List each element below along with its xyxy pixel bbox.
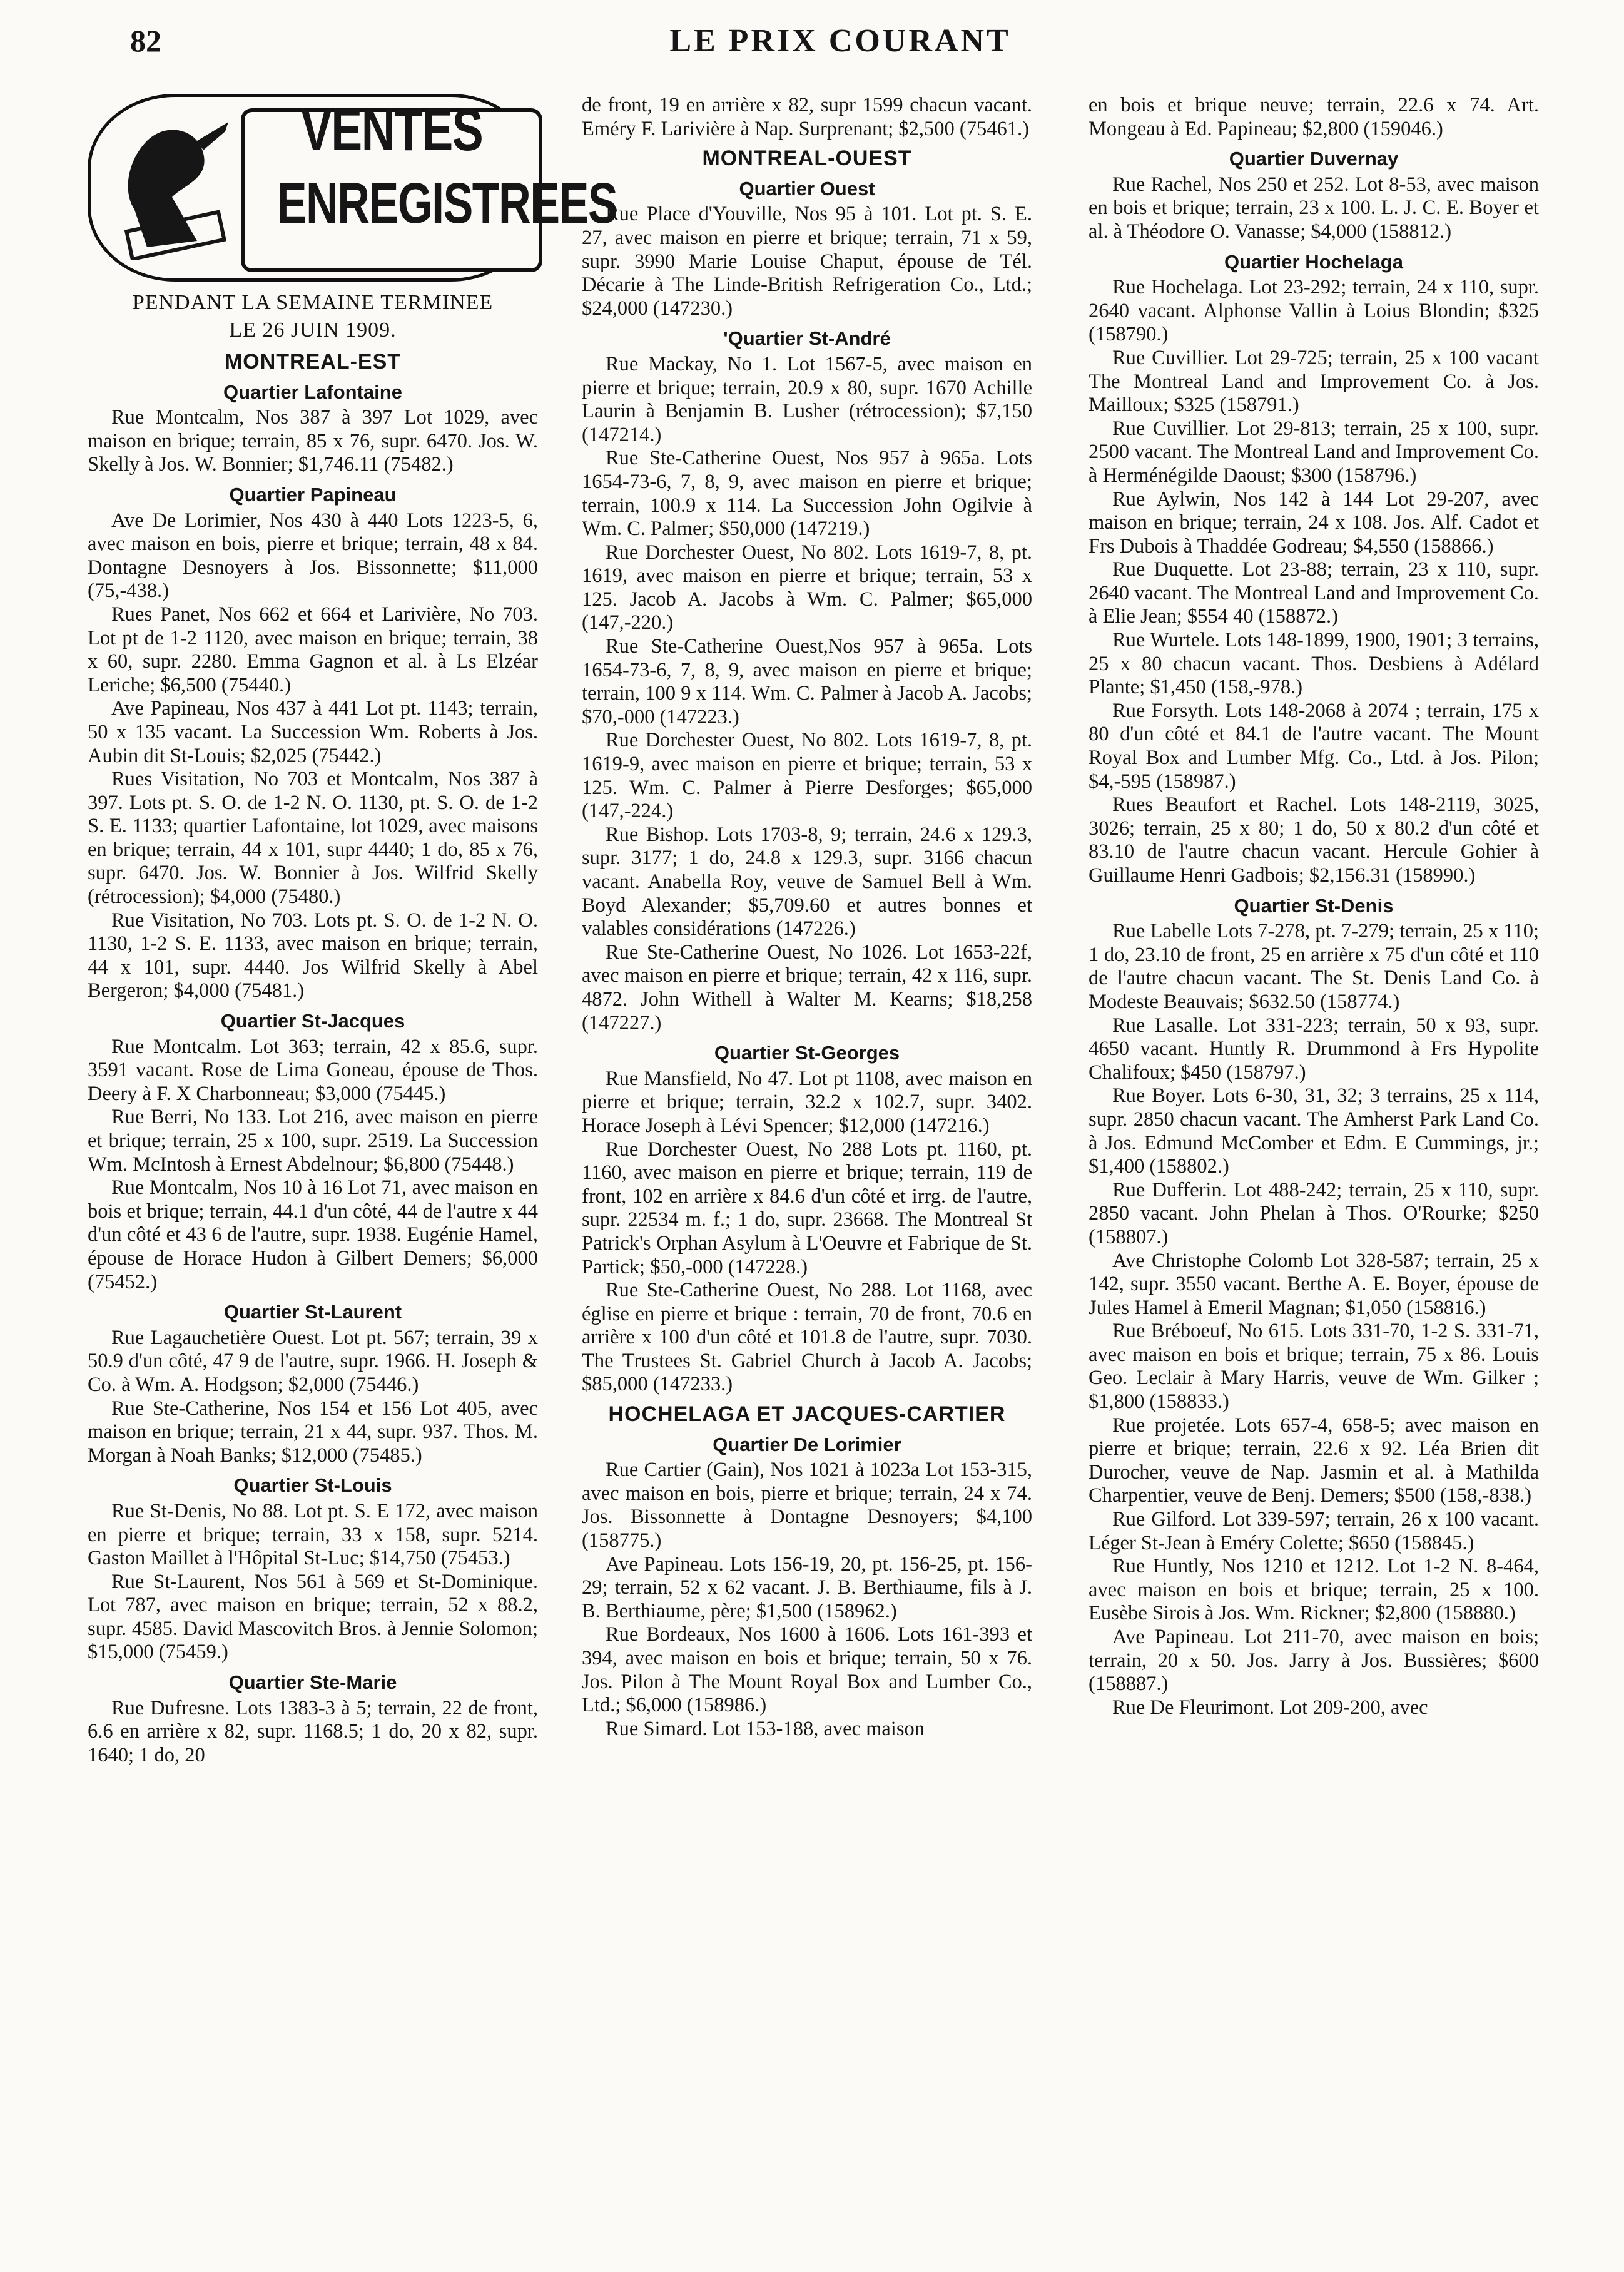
sale-entry: Rue Ste-Catherine Ouest, No 288. Lot 1168, avec église en pierre et brique : terrain, 70 de front, 70.6 en arrière x 100 d'un côté et 101.8 de l'autre, supr. 7030. The Trustees St. Gabriel Church à Jacob A. Jacobs; $85,000 (147233.) xyxy=(582,1279,1032,1396)
quarter-heading: Quartier Papineau xyxy=(229,483,397,506)
sale-entry: Rue Ste-Catherine Ouest, Nos 957 à 965a. Lots 1654-73-6, 7, 8, 9, avec maison en pierre et brique; terrain, 100.9 x 114. La Succession John Ogilvie à Wm. C. Palmer; $50,000 (147219.) xyxy=(582,447,1032,541)
sale-entry: Rue Cuvillier. Lot 29-725; terrain, 25 x 100 vacant The Montreal Land and Improvement Co. à Jos. Mailloux; $325 (158791.) xyxy=(1089,346,1539,417)
sale-entry: Rues Beaufort et Rachel. Lots 148-2119, 3025, 3026; terrain, 25 x 80; 1 do, 50 x 80.2 d'un côté et 83.10 de l'autre chacun vacant. Hercule Gohier à Guillaume Henri Gadbois; $2,156.31 (158990.) xyxy=(1089,793,1539,887)
sale-entry: Rue Place d'Youville, Nos 95 à 101. Lot pt. S. E. 27, avec maison en pierre et brique; terrain, 71 x 59, supr. 3990 Marie Louise Chaput, épouse de Tél. Décarie à The Linde-British Refrigeration Co., Ltd.; $24,000 (147230.) xyxy=(582,203,1032,320)
quarter-heading: Quartier Ste-Marie xyxy=(228,1671,397,1694)
week-caption xyxy=(88,289,538,344)
quarter-heading: Quartier Ouest xyxy=(739,177,875,200)
sale-entry: Rue Montcalm, Nos 10 à 16 Lot 71, avec maison en bois et brique; terrain, 44.1 d'un côté, 44 de l'autre x 44 d'un côté et 43 6 de l'autre, supr. 1938. Eugénie Hamel, épouse de Horace Hudon à Gilbert Demers; $6,000 (75452.) xyxy=(88,1176,538,1293)
quarter-heading: Quartier St-Denis xyxy=(1234,894,1394,917)
sale-entry: Rue Berri, No 133. Lot 216, avec maison en pierre et brique; terrain, 25 x 100, supr. 2519. La Succession Wm. McIntosh à Ernest Abdelnour; $6,800 (75448.) xyxy=(88,1106,538,1176)
sale-entry: Rue Bréboeuf, No 615. Lots 331-70, 1-2 S. 331-71, avec maison en bois et brique; terrain, 75 x 86. Louis Geo. Leclair à Mary Harris, veuve de Wm. Gilker ; $1,800 (158833.) xyxy=(1089,1320,1539,1414)
column-3 xyxy=(1089,94,1539,1719)
quarter-heading: Quartier Hochelaga xyxy=(1224,250,1403,273)
sale-entry: Rue Dorchester Ouest, No 802. Lots 1619-7, 8, pt. 1619-9, avec maison en pierre et brique; terrain, 53 x 125. Wm. C. Palmer à Pierre Desforges; $65,000 (147,-224.) xyxy=(582,729,1032,823)
writing-figure-icon xyxy=(109,116,235,260)
sale-entry-continued: en bois et brique neuve; terrain, 22.6 x 74. Art. Mongeau à Ed. Papineau; $2,800 (159046.) xyxy=(1089,94,1539,140)
sale-entry: Rue Aylwin, Nos 142 à 144 Lot 29-207, avec maison en brique; terrain, 24 x 108. Jos. Alf. Cadot et Frs Dubois à Thaddée Godreau; $4,550 (158866.) xyxy=(1089,487,1539,558)
logo-line-2: ENREGISTREES xyxy=(277,171,617,235)
logo-plaque xyxy=(241,96,617,272)
column-2 xyxy=(582,94,1032,1741)
sale-entry: Rue De Fleurimont. Lot 209-200, avec xyxy=(1112,1696,1428,1719)
sale-entry: Rue Montcalm, Nos 387 à 397 Lot 1029, avec maison en brique; terrain, 85 x 76, supr. 6470. Jos. W. Skelly à Jos. W. Bonnier; $1,746.11 (75482.) xyxy=(88,406,538,476)
sale-entry: Rue projetée. Lots 657-4, 658-5; avec maison en pierre et brique; terrain, 22.6 x 92. Léa Brien dit Durocher, veuve de Nap. Jasmin et al. à Mathilda Charpentier, veuve de Benj. Demers; $500 (158,-838.) xyxy=(1089,1414,1539,1507)
column-1 xyxy=(88,94,617,1767)
sale-entry: Rue Lagauchetière Ouest. Lot pt. 567; terrain, 39 x 50.9 d'un côté, 47 9 de l'autre, supr. 1966. H. Joseph & Co. à Wm. A. Hodgson; $2,000 (75446.) xyxy=(88,1326,538,1396)
sale-entry: Ave Papineau. Lots 156-19, 20, pt. 156-25, pt. 156-29; terrain, 52 x 62 vacant. J. B. Berthiaume, fils à J. B. Berthiaume, père; $1,500 (158962.) xyxy=(582,1552,1032,1622)
sale-entry: Rue Hochelaga. Lot 23-292; terrain, 24 x 110, supr. 2640 vacant. Alphonse Vallin à Loius Blondin; $325 (158790.) xyxy=(1089,276,1539,346)
sale-entry: Rue St-Laurent, Nos 561 à 569 et St-Dominique. Lot 787, avec maison en brique; terrain, 52 x 88.2, supr. 4585. David Mascovitch Bros. à Jennie Solomon; $15,000 (75459.) xyxy=(88,1570,538,1664)
sale-entry: Rue Boyer. Lots 6-30, 31, 32; 3 terrains, 25 x 114, supr. 2850 chacun vacant. The Amherst Park Land Co. à Jos. Edmund McComber et Edm. E Cummings, jr.; $1,400 (158802.) xyxy=(1089,1084,1539,1178)
quarter-heading: Quartier St-Laurent xyxy=(223,1301,402,1323)
sale-entry: Rue Cartier (Gain), Nos 1021 à 1023a Lot 153-315, avec maison en bois, pierre et brique; terrain, 24 x 74. Jos. Bissonnette à Dontagne Desnoyers; $4,100 (158775.) xyxy=(582,1459,1032,1552)
sale-entry: Rue Dufferin. Lot 488-242; terrain, 25 x 110, supr. 2850 vacant. John Phelan à Thos. O'Rourke; $250 (158807.) xyxy=(1089,1178,1539,1248)
sale-entry: Ave Christophe Colomb Lot 328-587; terrain, 25 x 142, supr. 3550 vacant. Berthe A. E. Boyer, épouse de Jules Hamel à Emeril Magnan; $1,050 (158816.) xyxy=(1089,1249,1539,1319)
page-number: 82 xyxy=(130,23,161,58)
quarter-heading: Quartier De Lorimier xyxy=(713,1433,901,1455)
sale-entry: Rue Bordeaux, Nos 1600 à 1606. Lots 161-393 et 394, avec maison en bois et brique; terrain, 50 x 76. Jos. Pilon à The Mount Royal Box and Lumber Co., Ltd.; $6,000 (158986.) xyxy=(582,1623,1032,1717)
sale-entry: Rue Cuvillier. Lot 29-813; terrain, 25 x 100, supr. 2500 vacant. The Montreal Land and Improvement Co. à Herménégilde Daoust; $300 (158796.) xyxy=(1089,417,1539,487)
quarter-heading: Quartier Duvernay xyxy=(1229,148,1399,170)
quarter-heading: 'Quartier St-André xyxy=(723,327,891,350)
sale-entry: Rue Dufresne. Lots 1383-3 à 5; terrain, 22 de front, 6.6 en arrière x 82, supr. 1168.5; 1 do, 20 x 82, supr. 1640; 1 do, 20 xyxy=(88,1696,538,1766)
sale-entry: Rue Ste-Catherine, Nos 154 et 156 Lot 405, avec maison en brique; terrain, 21 x 44, supr. 937. Thos. M. Morgan à Noah Banks; $12,000 (75485.) xyxy=(88,1397,538,1467)
running-header xyxy=(119,19,1561,63)
sale-entry: Rue Mansfield, No 47. Lot pt 1108, avec maison en pierre et brique; terrain, 32.2 x 102.7, supr. 3402. Horace Joseph à Lévi Spencer; $12,000 (147216.) xyxy=(582,1067,1032,1137)
quarter-heading: Quartier St-Louis xyxy=(233,1474,392,1497)
sale-entry: Rue Rachel, Nos 250 et 252. Lot 8-53, avec maison en bois et brique; terrain, 23 x 100. L. J. C. E. Boyer et al. à Théodore O. Vanasse; $4,000 (158812.) xyxy=(1089,173,1539,243)
sale-entry: Rue Mackay, No 1. Lot 1567-5, avec maison en pierre et brique; terrain, 20.9 x 80, supr. 1670 Achille Laurin à Benjamin B. Lusher (rétrocession); $7,150 (147214.) xyxy=(582,352,1032,446)
sale-entry: Rue Ste-Catherine Ouest, No 1026. Lot 1653-22f, avec maison en pierre et brique; terrain, 42 x 116, supr. 4872. John Withell à Walter M. Kearns; $18,258 (147227.) xyxy=(582,940,1032,1034)
logo-oval xyxy=(88,94,617,282)
quarter-heading: Quartier St-Jacques xyxy=(220,1010,405,1032)
logo-line-1: VENTES xyxy=(300,96,483,163)
sale-entry: Ave Papineau. Lot 211-70, avec maison en bois; terrain, 20 x 50. Jos. Jarry à Jos. Bussières; $600 (158887.) xyxy=(1089,1626,1539,1696)
quarter-heading: Quartier St-Georges xyxy=(714,1042,900,1064)
sale-entry: Rue Dorchester Ouest, No 802. Lots 1619-7, 8, pt. 1619, avec maison en pierre et brique; terrain, 53 x 125. Jacob A. Jacobs à Wm. C. Palmer; $65,000 (147,-220.) xyxy=(582,541,1032,634)
sale-entry: Rue Huntly, Nos 1210 et 1212. Lot 1-2 N. 8-464, avec maison en bois et brique; terrain, 25 x 100. Eusèbe Sirois à Jos. Wm. Rickner; $2,800 (158880.) xyxy=(1089,1555,1539,1625)
sale-entry: Rue Ste-Catherine Ouest,Nos 957 à 965a. Lots 1654-73-6, 7, 8, 9, avec maison en pierre et brique; terrain, 100 9 x 114. Wm. C. Palmer à Jacob A. Jacobs; $70,-000 (147223.) xyxy=(582,635,1032,728)
sale-entry: Rue Gilford. Lot 339-597; terrain, 26 x 100 vacant. Léger St-Jean à Eméry Colette; $650 (158845.) xyxy=(1089,1508,1539,1554)
week-caption-line-2: LE 26 JUIN 1909. xyxy=(229,318,397,342)
sale-entry: Rue Visitation, No 703. Lots pt. S. O. de 1-2 N. O. 1130, 1-2 S. E. 1133, avec maison en brique; terrain, 44 x 101, supr. 4440. Jos Wilfrid Skelly à Abel Bergeron; $4,000 (75481.) xyxy=(88,909,538,1002)
sale-entry: Rue Lasalle. Lot 331-223; terrain, 50 x 93, supr. 4650 vacant. Huntly R. Drummond à Frs Hypolite Chalifoux; $450 (158797.) xyxy=(1089,1014,1539,1084)
sale-entry: Rue Wurtele. Lots 148-1899, 1900, 1901; 3 terrains, 25 x 80 chacun vacant. Thos. Desbiens à Adélard Plante; $1,450 (158,-978.) xyxy=(1089,629,1539,699)
sale-entry: Rues Visitation, No 703 et Montcalm, Nos 387 à 397. Lots pt. S. O. de 1-2 N. O. 1130, pt. S. O. de 1-2 S. E. 1133; quartier Lafontaine, lot 1029, avec maisons en brique; terrain, 44 x 101, supr 4440; 1 do, 85 x 76, supr. 6470. Jos. W. Bonnier à Jos. Wilfrid Skelly (rétrocession); $4,000 (75480.) xyxy=(88,768,538,909)
sale-entry: Rue St-Denis, No 88. Lot pt. S. E 172, avec maison en pierre et brique; terrain, 33 x 158, supr. 5214. Gaston Maillet à l'Hôpital St-Luc; $14,750 (75453.) xyxy=(88,1499,538,1570)
sale-entry: Rue Forsyth. Lots 148-2068 à 2074 ; terrain, 175 x 80 d'un côté et 84.1 de l'autre vacant. The Mount Royal Box and Lumber Mfg. Co., Ltd. à Jos. Pilon; $4,-595 (158987.) xyxy=(1089,699,1539,793)
section-logo xyxy=(88,94,617,282)
district-heading: HOCHELAGA ET JACQUES-CARTIER xyxy=(608,1402,1006,1427)
district-heading: MONTREAL-EST xyxy=(224,350,402,374)
sale-entry-continued: de front, 19 en arrière x 82, supr 1599 chacun vacant. Eméry F. Larivière à Nap. Surprenant; $2,500 (75461.) xyxy=(582,94,1032,140)
sale-entry: Rue Duquette. Lot 23-88; terrain, 23 x 110, supr. 2640 vacant. The Montreal Land and Improvement Co. à Elie Jean; $554 40 (158872.) xyxy=(1089,558,1539,628)
publication-title: LE PRIX COURANT xyxy=(669,23,1011,59)
sale-entry: Rues Panet, Nos 662 et 664 et Larivière, No 703. Lot pt de 1-2 1120, avec maison en brique; terrain, 38 x 60, supr. 2280. Emma Gagnon et al. à Ls Elzéar Leriche; $6,500 (75440.) xyxy=(88,603,538,696)
sale-entry: Rue Labelle Lots 7-278, pt. 7-279; terrain, 25 x 110; 1 do, 23.10 de front, 25 en arrière x 75 d'un côté et 110 de l'autre chacun vacant. The St. Denis Land Co. à Modeste Beauvais; $632.50 (158774.) xyxy=(1089,920,1539,1013)
sale-entry: Rue Bishop. Lots 1703-8, 9; terrain, 24.6 x 129.3, supr. 3177; 1 do, 24.8 x 129.3, supr. 3166 chacun vacant. Anabella Roy, veuve de Samuel Bell à Wm. Boyd Alexander; $5,709.60 et autres bonnes et valables considérations (147226.) xyxy=(582,823,1032,940)
quarter-heading: Quartier Lafontaine xyxy=(223,380,402,403)
week-caption-line-1: PENDANT LA SEMAINE TERMINEE xyxy=(132,291,494,314)
sale-entry: Ave Papineau, Nos 437 à 441 Lot pt. 1143; terrain, 50 x 135 vacant. La Succession Wm. Roberts à Jos. Aubin dit St-Louis; $2,025 (75442.) xyxy=(88,697,538,767)
sale-entry: Rue Simard. Lot 153-188, avec maison xyxy=(606,1717,925,1740)
sale-entry: Rue Dorchester Ouest, No 288 Lots pt. 1160, pt. 1160, avec maison en pierre et brique; terrain, 119 de front, 102 en arrière x 84.6 d'un côté et irrg. de l'autre, supr. 22534 m. f.; 1 do, supr. 23668. The Montreal St Patrick's Orphan Asylum à L'Oeuvre et Fabrique de St. Partick; $50,-000 (147228.) xyxy=(582,1138,1032,1278)
sale-entry: Ave De Lorimier, Nos 430 à 440 Lots 1223-5, 6, avec maison en bois, pierre et brique; terrain, 48 x 84. Dontagne Desnoyers à Jos. Bissonnette; $11,000 (75,-438.) xyxy=(88,509,538,603)
sale-entry: Rue Montcalm. Lot 363; terrain, 42 x 85.6, supr. 3591 vacant. Rose de Lima Goneau, épouse de Thos. Deery à F. X Charbonneau; $3,000 (75445.) xyxy=(88,1035,538,1105)
district-heading: MONTREAL-OUEST xyxy=(702,146,912,171)
